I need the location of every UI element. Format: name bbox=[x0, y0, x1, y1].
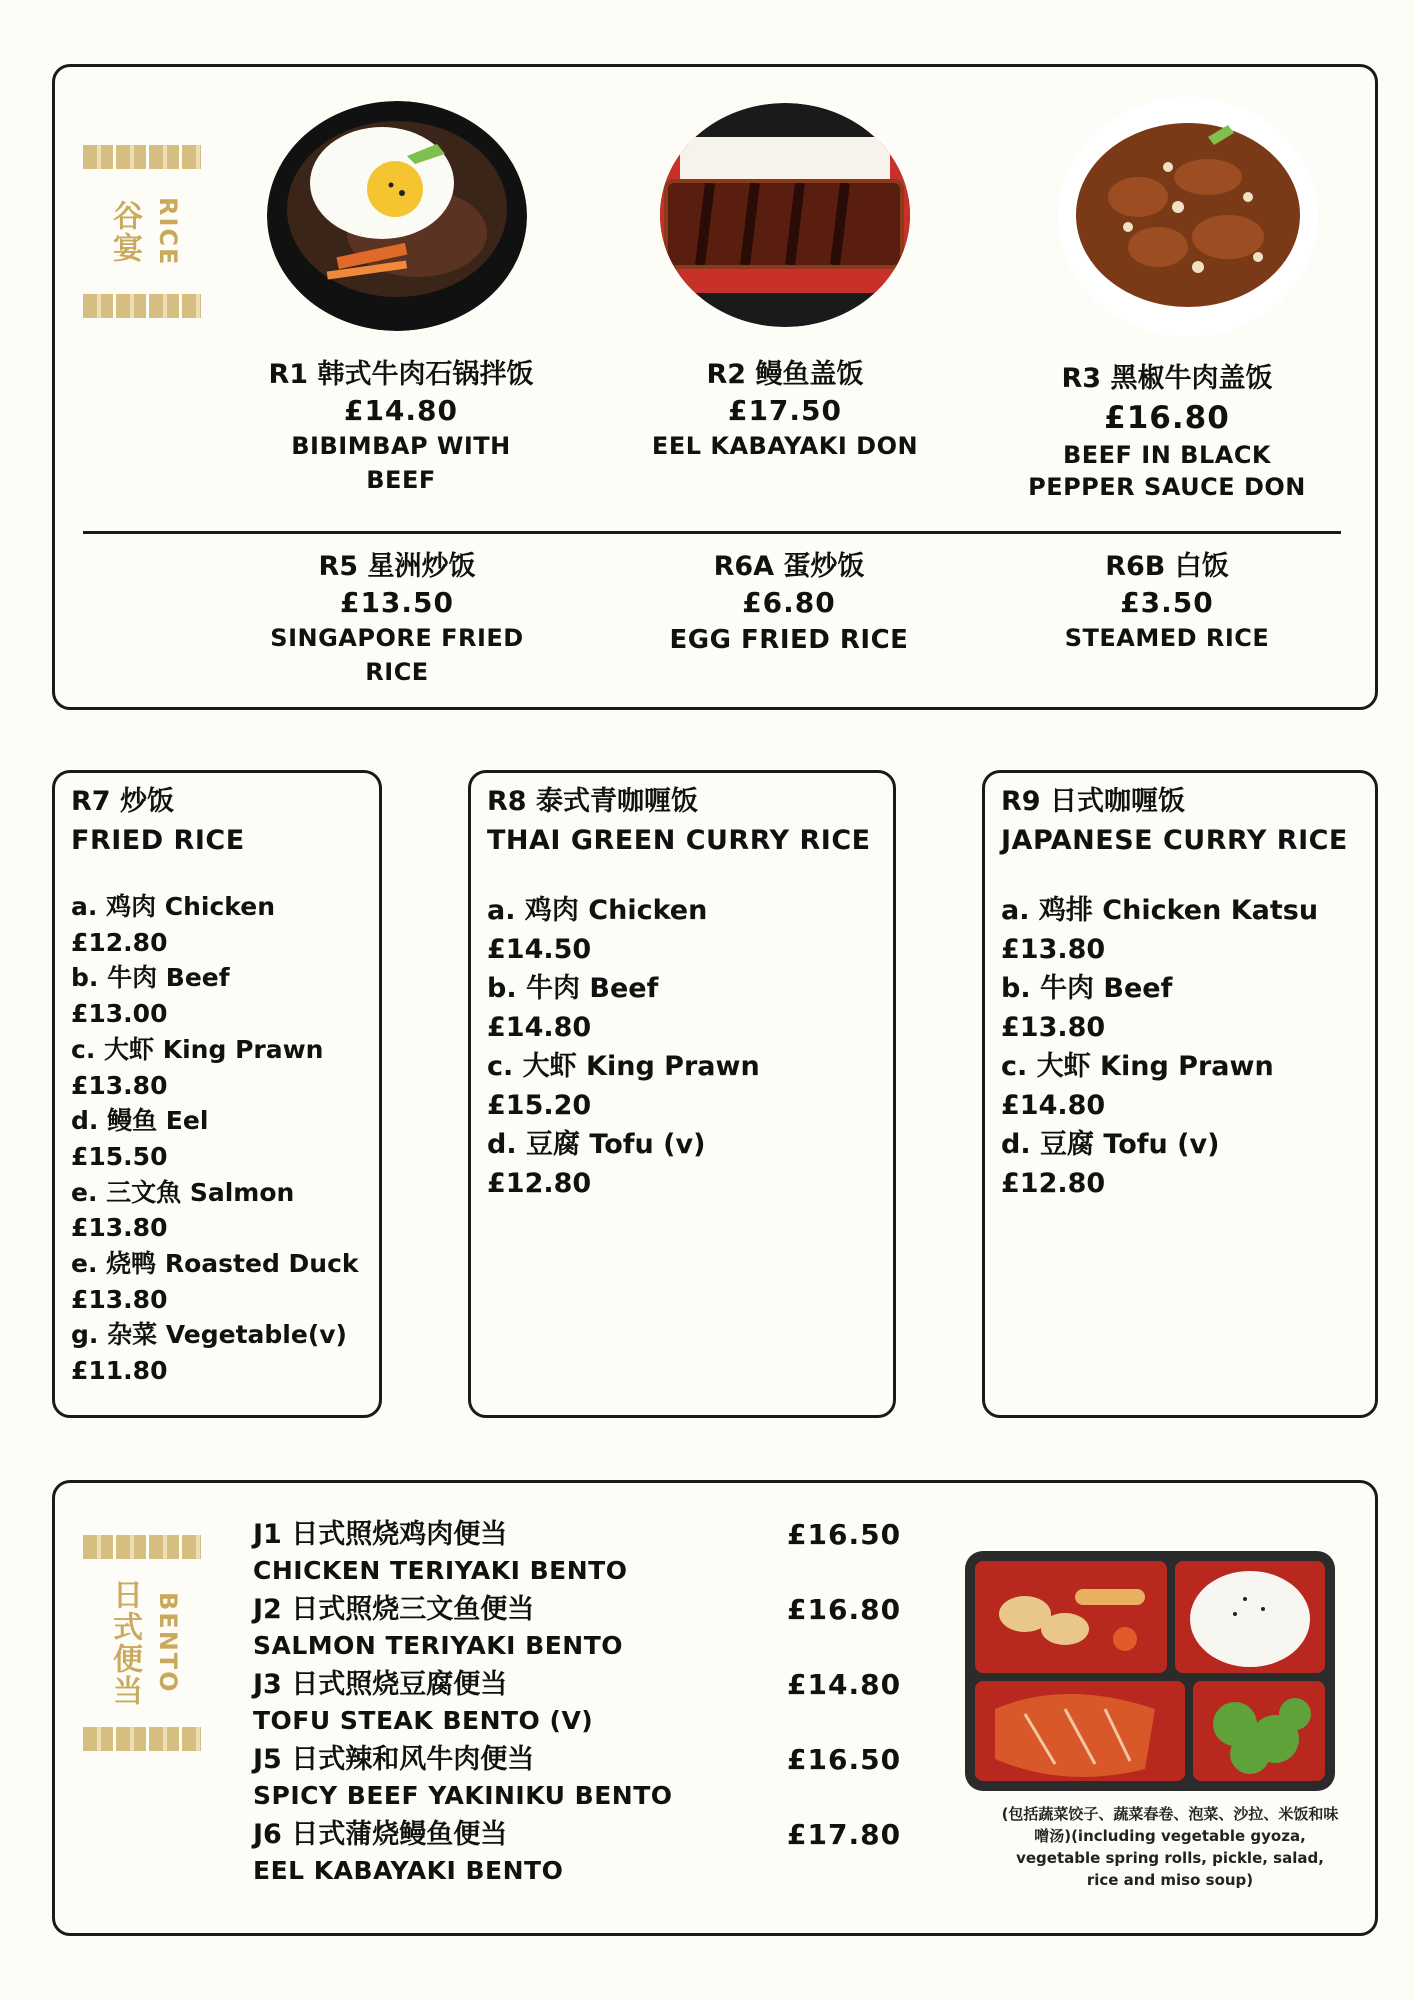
bento-section bbox=[52, 1480, 1378, 1936]
rice-section-label bbox=[83, 145, 201, 318]
option-price: £12.80 bbox=[71, 927, 168, 957]
bento-item-zh: J6 日式蒲烧鳗鱼便当 bbox=[253, 1819, 508, 1850]
option-price: £15.50 bbox=[71, 1141, 168, 1171]
item-code: R6B 白饭 bbox=[1105, 551, 1229, 582]
item-name-line: STEAMED RICE bbox=[1064, 624, 1270, 652]
option-name: c. 大虾 King Prawn bbox=[487, 1051, 760, 1082]
label-top-stripe bbox=[83, 145, 201, 169]
item-price: £13.50 bbox=[339, 586, 455, 619]
option-name: a. 鸡肉 Chicken bbox=[487, 895, 708, 926]
item-name-line: EGG FRIED RICE bbox=[669, 625, 909, 655]
option-name: d. 豆腐 Tofu (v) bbox=[487, 1129, 706, 1160]
option-name: c. 大虾 King Prawn bbox=[1001, 1051, 1274, 1082]
bento-photo bbox=[945, 1539, 1345, 1809]
bento-item-price: £17.80 bbox=[787, 1818, 902, 1851]
bento-section-label bbox=[83, 1535, 201, 1751]
option-price: £13.80 bbox=[71, 1213, 168, 1243]
option-name: c. 大虾 King Prawn bbox=[71, 1034, 324, 1064]
bento-item-j3 bbox=[253, 1667, 973, 1739]
menu-item-r6a bbox=[619, 549, 959, 659]
option-price: £11.80 bbox=[71, 1356, 168, 1386]
item-code: R2 鳗鱼盖饭 bbox=[706, 359, 864, 390]
item-code: R6A 蛋炒饭 bbox=[713, 551, 865, 582]
bento-item-zh: J5 日式辣和风牛肉便当 bbox=[253, 1744, 535, 1775]
bento-item-price: £16.80 bbox=[787, 1593, 902, 1626]
card-subtitle: JAPANESE CURRY RICE bbox=[1001, 825, 1348, 856]
card-title: R9 日式咖喱饭 bbox=[1001, 786, 1185, 817]
item-price: £6.80 bbox=[742, 586, 836, 619]
bento-item-price: £16.50 bbox=[787, 1518, 902, 1551]
option-price: £14.80 bbox=[1001, 1090, 1106, 1121]
option-name: b. 牛肉 Beef bbox=[71, 963, 230, 993]
bento-item-en: EEL KABAYAKI BENTO bbox=[253, 1856, 564, 1885]
label-bottom-stripe bbox=[83, 294, 201, 318]
item-name-line: SINGAPORE FRIED bbox=[270, 624, 524, 652]
rice-section bbox=[52, 64, 1378, 710]
label-bottom-stripe bbox=[83, 1727, 201, 1751]
option-price: £12.80 bbox=[487, 1168, 592, 1199]
bento-item-zh: J3 日式照烧豆腐便当 bbox=[253, 1669, 508, 1700]
item-price: £16.80 bbox=[1104, 400, 1230, 436]
menu-card-r8 bbox=[468, 770, 896, 1418]
item-name-line: BIBIMBAP WITH bbox=[291, 432, 511, 460]
option-price: £13.80 bbox=[71, 1284, 168, 1314]
menu-item-r5 bbox=[227, 549, 567, 689]
card-title: R7 炒饭 bbox=[71, 786, 174, 817]
item-name-line: BEEF bbox=[366, 466, 436, 494]
option-name: b. 牛肉 Beef bbox=[1001, 973, 1173, 1004]
option-name: a. 鸡排 Chicken Katsu bbox=[1001, 895, 1319, 926]
item-name-line: RICE bbox=[365, 658, 429, 686]
option-name: b. 牛肉 Beef bbox=[487, 973, 659, 1004]
menu-item-r3 bbox=[997, 361, 1337, 503]
bento-item-j5 bbox=[253, 1742, 973, 1814]
bento-label-en: BENTO bbox=[154, 1592, 182, 1694]
black-pepper-beef-photo bbox=[1058, 97, 1318, 337]
item-name-line: BEEF IN BLACK bbox=[1062, 441, 1272, 469]
option-price: £13.80 bbox=[1001, 1012, 1106, 1043]
option-name: e. 三文魚 Salmon bbox=[71, 1177, 295, 1207]
menu-card-r7 bbox=[52, 770, 382, 1418]
bento-item-j6 bbox=[253, 1817, 973, 1889]
item-code: R3 黑椒牛肉盖饭 bbox=[1061, 363, 1273, 394]
option-name: g. 杂菜 Vegetable(v) bbox=[71, 1320, 347, 1350]
option-price: £13.80 bbox=[1001, 934, 1106, 965]
card-subtitle: FRIED RICE bbox=[71, 825, 245, 856]
item-code: R1 韩式牛肉石锅拌饭 bbox=[268, 359, 534, 390]
rice-label-en: RICE bbox=[154, 197, 182, 267]
option-price: £13.80 bbox=[71, 1070, 168, 1100]
menu-item-r1 bbox=[231, 357, 571, 497]
card-subtitle: THAI GREEN CURRY RICE bbox=[487, 825, 871, 856]
item-price: £14.80 bbox=[343, 394, 459, 427]
option-name: d. 鳗鱼 Eel bbox=[71, 1106, 209, 1136]
bento-item-en: SALMON TERIYAKI BENTO bbox=[253, 1631, 624, 1660]
bento-item-price: £14.80 bbox=[787, 1668, 902, 1701]
rice-divider bbox=[83, 531, 1341, 534]
bento-item-en: CHICKEN TERIYAKI BENTO bbox=[253, 1556, 628, 1585]
option-name: d. 豆腐 Tofu (v) bbox=[1001, 1129, 1220, 1160]
item-name-line: EEL KABAYAKI DON bbox=[651, 432, 919, 460]
bento-item-zh: J1 日式照烧鸡肉便当 bbox=[253, 1519, 508, 1550]
option-price: £12.80 bbox=[1001, 1168, 1106, 1199]
item-price: £3.50 bbox=[1120, 586, 1214, 619]
bento-item-en: TOFU STEAK BENTO (V) bbox=[253, 1706, 594, 1735]
bento-item-j2 bbox=[253, 1592, 973, 1664]
option-name: a. 鸡肉 Chicken bbox=[71, 892, 276, 921]
option-price: £14.50 bbox=[487, 934, 592, 965]
bento-item-en: SPICY BEEF YAKINIKU BENTO bbox=[253, 1781, 673, 1810]
bento-label-zh: 日式便当 bbox=[107, 1579, 142, 1707]
menu-item-r2 bbox=[615, 357, 955, 463]
menu-item-r6b bbox=[997, 549, 1337, 655]
option-price: £13.00 bbox=[71, 999, 168, 1029]
label-top-stripe bbox=[83, 1535, 201, 1559]
menu-card-r9 bbox=[982, 770, 1378, 1418]
card-title: R8 泰式青咖喱饭 bbox=[487, 786, 698, 817]
bento-item-price: £16.50 bbox=[787, 1743, 902, 1776]
bento-note: (包括蔬菜饺子、蔬菜春卷、泡菜、沙拉、米饭和味噌汤)(including vegetable gyoza, vegetable spring rolls, pickle, salad, rice and miso soup) bbox=[1001, 1805, 1339, 1889]
item-code: R5 星洲炒饭 bbox=[318, 551, 476, 582]
option-name: e. 烧鸭 Roasted Duck bbox=[71, 1249, 359, 1279]
option-price: £14.80 bbox=[487, 1012, 592, 1043]
bibimbap-photo bbox=[267, 101, 527, 331]
item-name-line: PEPPER SAUCE DON bbox=[1028, 473, 1306, 501]
bento-item-j1 bbox=[253, 1517, 973, 1589]
option-price: £15.20 bbox=[487, 1090, 592, 1121]
eel-don-photo bbox=[660, 103, 910, 327]
rice-label-zh: 谷宴 bbox=[107, 199, 142, 264]
bento-item-zh: J2 日式照烧三文鱼便当 bbox=[253, 1594, 535, 1625]
item-price: £17.50 bbox=[727, 394, 843, 427]
